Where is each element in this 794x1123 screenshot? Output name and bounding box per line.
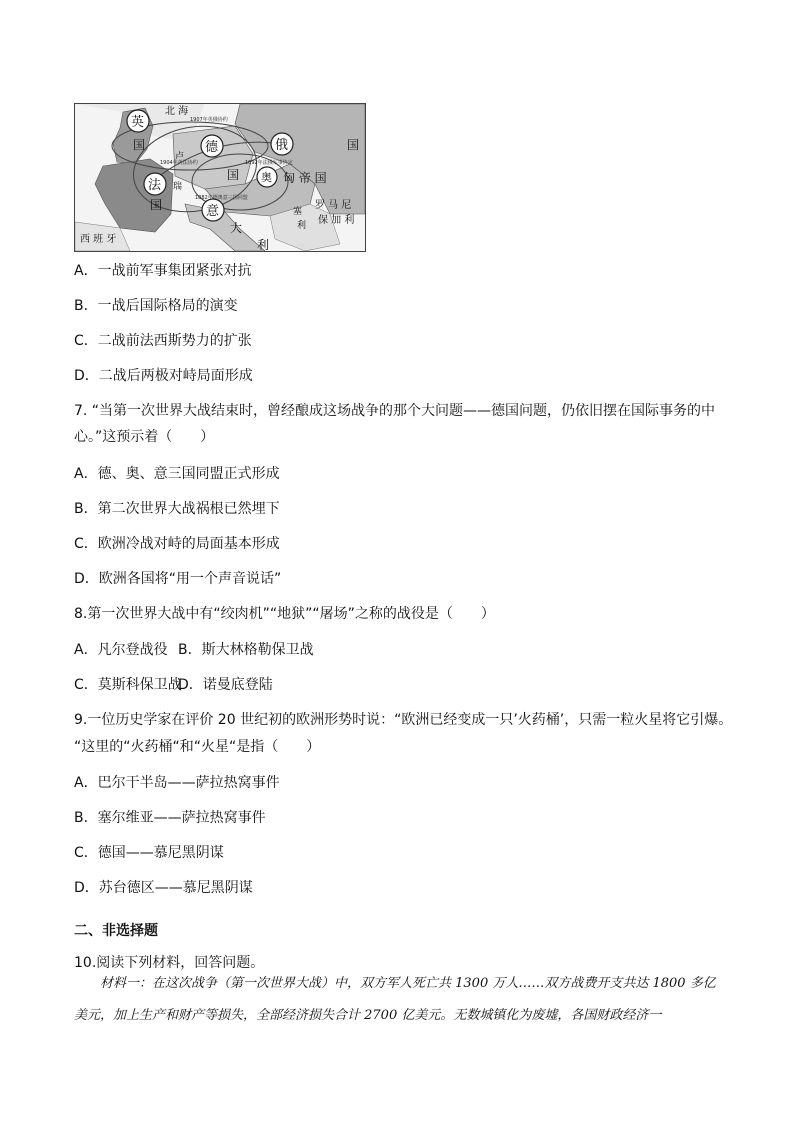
map-label-britain: 英 bbox=[131, 115, 145, 130]
svg-text:利: 利 bbox=[297, 221, 307, 231]
q6-option-c[interactable]: C．二战前法西斯势力的扩张 bbox=[74, 333, 252, 349]
q8-option-d[interactable]: D．诺曼底登陆 bbox=[178, 677, 273, 693]
svg-text:国: 国 bbox=[347, 138, 360, 152]
svg-text:大: 大 bbox=[230, 221, 243, 235]
europe-alliance-map bbox=[75, 104, 365, 251]
q9-option-b[interactable]: B．塞尔维亚——萨拉热窝事件 bbox=[74, 810, 266, 826]
map-label-germany: 德 bbox=[205, 140, 219, 155]
svg-text:塞: 塞 bbox=[293, 207, 303, 217]
q8-options-row-2 bbox=[74, 675, 273, 695]
map-label-spain: 西 班 牙 bbox=[80, 234, 117, 245]
q7-option-b[interactable]: B．第二次世界大战祸根已然埋下 bbox=[74, 501, 280, 517]
alliance-map-figure bbox=[74, 103, 366, 252]
map-label-russia: 俄 bbox=[275, 138, 289, 153]
svg-text:卢: 卢 bbox=[175, 152, 185, 162]
map-label-france: 法 bbox=[148, 178, 162, 193]
svg-text:匈 帝 国: 匈 帝 国 bbox=[283, 171, 327, 185]
q9-option-a[interactable]: A．巴尔干半岛——萨拉热窝事件 bbox=[74, 775, 280, 791]
q10-material-1: 材料一：在这次战争（第一次世界大战）中，双方军人死亡共 1300 万人……双方战费开支共达 1800 多亿美元，加上生产和财产等损失，全部经济损失合计 2700 亿美元。无数城镇化为废墟，各国财政经济一 bbox=[74, 976, 716, 1023]
svg-text:国: 国 bbox=[227, 168, 240, 182]
q8-option-c[interactable]: C．莫斯科保卫战 bbox=[74, 677, 182, 693]
q10-stem: 10.阅读下列材料，回答问题。 bbox=[74, 955, 265, 971]
svg-text:1892年法俄军事协定: 1892年法俄军事协定 bbox=[245, 160, 293, 166]
map-label-north-sea: 北 海 bbox=[165, 106, 189, 117]
q8-options-row-1 bbox=[74, 640, 314, 660]
q6-option-d[interactable]: D．二战后两极对峙局面形成 bbox=[74, 368, 253, 384]
q9-stem-line-2: “这里的“火药桶“和“火星“是指（ ） bbox=[74, 739, 321, 755]
svg-text:国: 国 bbox=[150, 198, 163, 212]
svg-text:瑞: 瑞 bbox=[173, 182, 183, 192]
svg-text:罗 马 尼: 罗 马 尼 bbox=[315, 200, 352, 211]
map-label-italy: 意 bbox=[206, 204, 220, 219]
q7-option-a[interactable]: A．德、奥、意三国同盟正式形成 bbox=[74, 466, 280, 482]
map-label-austria: 奥 bbox=[261, 171, 272, 184]
svg-text:1907年英俄协约: 1907年英俄协约 bbox=[190, 117, 228, 123]
q7-stem-line-1: 7. “当第一次世界大战结束时，曾经酿成这场战争的那个大问题——德国问题，仍依旧摆在国际事务的中 bbox=[74, 403, 716, 419]
svg-text:国: 国 bbox=[133, 138, 146, 152]
q7-option-c[interactable]: C．欧洲冷战对峙的局面基本形成 bbox=[74, 536, 280, 552]
section-heading-non-choice: 二、非选择题 bbox=[74, 923, 158, 939]
q8-option-b[interactable]: B．斯大林格勒保卫战 bbox=[178, 642, 314, 658]
svg-text:保 加 利: 保 加 利 bbox=[318, 215, 355, 226]
q8-option-a[interactable]: A．凡尔登战役 bbox=[74, 642, 168, 658]
svg-text:1904年英法协约: 1904年英法协约 bbox=[160, 160, 198, 166]
q9-option-d[interactable]: D．苏台德区——慕尼黑阴谋 bbox=[74, 880, 253, 896]
q6-option-b[interactable]: B．一战后国际格局的演变 bbox=[74, 298, 238, 314]
svg-text:1882年德奥意三国同盟: 1882年德奥意三国同盟 bbox=[195, 195, 248, 201]
q7-option-d[interactable]: D．欧洲各国将“用一个声音说话” bbox=[74, 571, 282, 587]
q9-option-c[interactable]: C．德国——慕尼黑阴谋 bbox=[74, 845, 224, 861]
q8-stem: 8.第一次世界大战中有“绞肉机”“地狱”“屠场”之称的战役是（ ） bbox=[74, 606, 495, 622]
q6-option-a[interactable]: A．一战前军事集团紧张对抗 bbox=[74, 263, 252, 279]
q9-stem-line-1: 9.一位历史学家在评价 20 世纪初的欧洲形势时说：“欧洲已经变成一只’火药桶’，只需一粒火星将它引爆。 bbox=[74, 712, 733, 728]
q7-stem-line-2: 心。”这预示着（ ） bbox=[74, 429, 215, 445]
svg-text:利: 利 bbox=[257, 238, 270, 251]
